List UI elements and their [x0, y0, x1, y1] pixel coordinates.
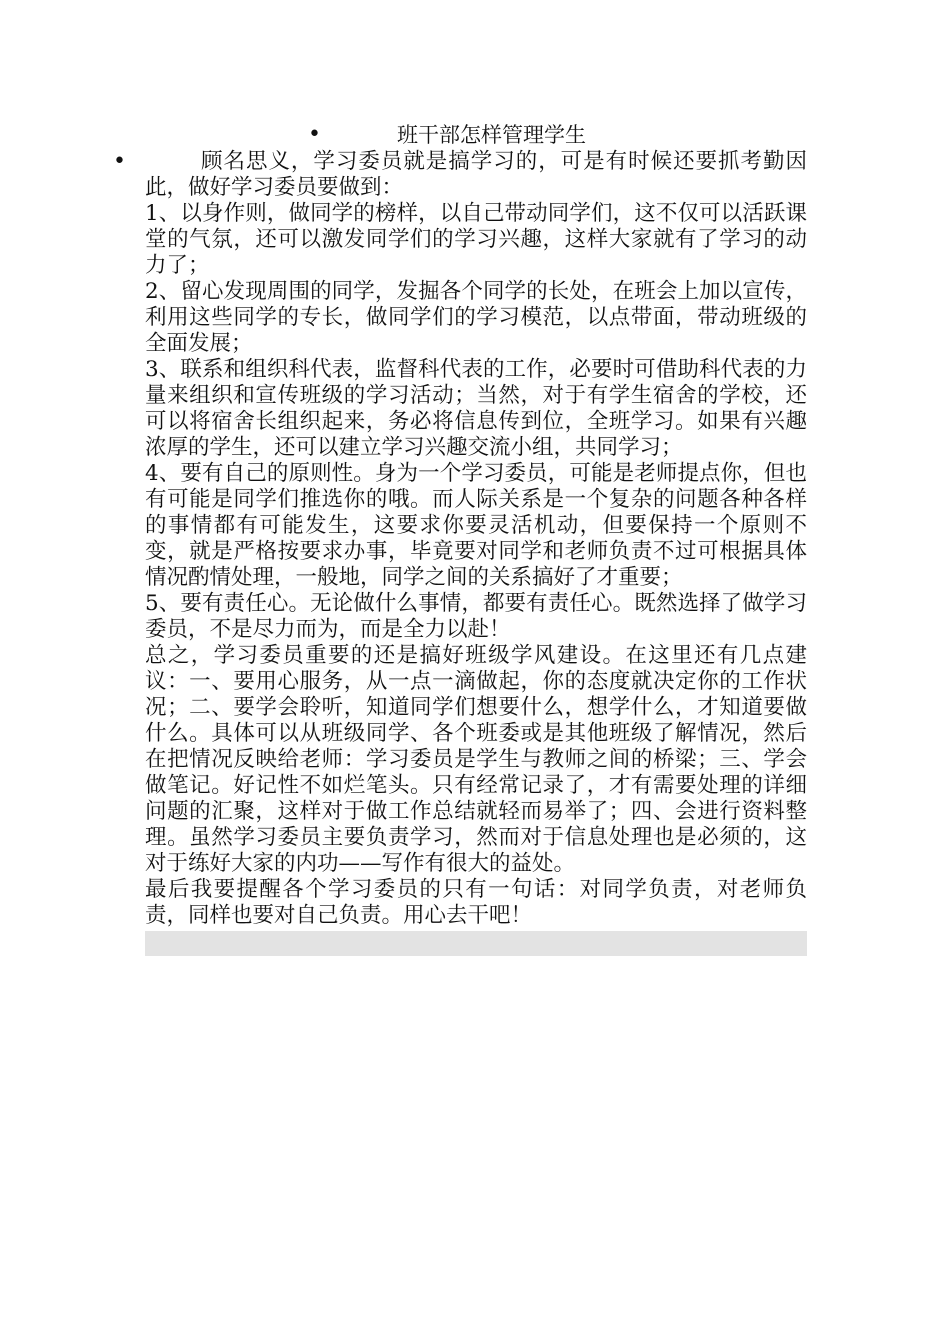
- gray-divider-bar: [145, 931, 807, 956]
- paragraph-point-3: 3、联系和组织科代表，监督科代表的工作，必要时可借助科代表的力量来组织和宣传班级的学习活动；当然，对于有学生宿舍的学校，还可以将宿舍长组织起来，务必将信息传到位，全班学习。如果有兴趣浓厚的学生，还可以建立学习兴趣交流小组，共同学习；: [145, 357, 807, 460]
- paragraph-closing: 最后我要提醒各个学习委员的只有一句话：对同学负责，对老师负责，同样也要对自己负责。用心去干吧！: [145, 877, 807, 928]
- document-title-row: [0, 121, 950, 149]
- paragraph-point-4: 4、要有自己的原则性。身为一个学习委员，可能是老师提点你，但也有可能是同学们推选你的哦。而人际关系是一个复杂的问题各种各样的事情都有可能发生，这要求你要灵活机动，但要保持一个原则不变，就是严格按要求办事，毕竟要对同学和老师负责不过可根据具体情况酌情处理，一般地，同学之间的关系搞好了才重要；: [145, 461, 807, 590]
- document-title: 班干部怎样管理学生: [397, 123, 586, 147]
- title-bullet: •: [308, 122, 321, 147]
- paragraph-intro: 顾名思义，学习委员就是搞学习的，可是有时候还要抓考勤因此，做好学习委员要做到：: [145, 149, 807, 200]
- paragraph-point-1: 1、以身作则，做同学的榜样，以自己带动同学们，这不仅可以活跃课堂的气氛，还可以激发同学们的学习兴趣，这样大家就有了学习的动力了；: [145, 201, 807, 278]
- paragraph-summary: 总之，学习委员重要的还是搞好班级学风建设。在这里还有几点建议：一、要用心服务，从一点一滴做起，你的态度就决定你的工作状况；二、要学会聆听，知道同学们想要什么，想学什么，才知道要做什么。具体可以从班级同学、各个班委或是其他班级了解情况，然后在把情况反映给老师：学习委员是学生与教师之间的桥梁；三、学会做笔记。好记性不如烂笔头。只有经常记录了，才有需要处理的详细问题的汇聚，这样对于做工作总结就轻而易举了；四、会进行资料整理。虽然学习委员主要负责学习，然而对于信息处理也是必须的，这对于练好大家的内功——写作有很大的益处。: [145, 643, 807, 876]
- paragraph-point-5: 5、要有责任心。无论做什么事情，都要有责任心。既然选择了做学习委员，不是尽力而为，而是全力以赴！: [145, 591, 807, 642]
- document-body: [145, 149, 807, 956]
- list-bullet: •: [113, 149, 126, 174]
- paragraph-point-2: 2、留心发现周围的同学，发掘各个同学的长处，在班会上加以宣传，利用这些同学的专长，做同学们的学习模范，以点带面，带动班级的全面发展；: [145, 279, 807, 356]
